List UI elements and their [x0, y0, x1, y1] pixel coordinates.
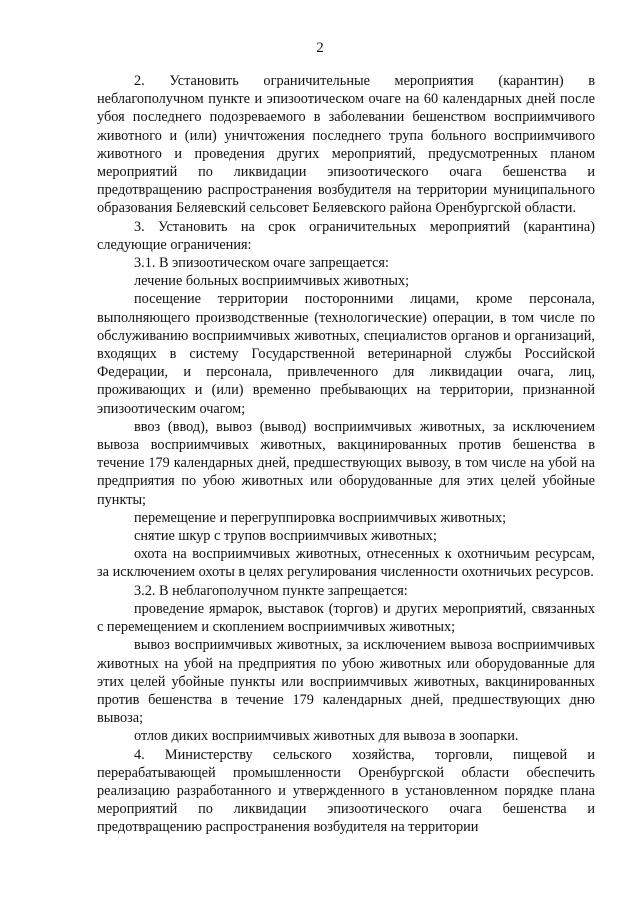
list-item-treatment: лечение больных восприимчивых животных; [134, 273, 410, 290]
list-item-capture: отлов диких восприимчивых животных для вывоза в зоопарки. [134, 728, 519, 745]
list-item-import-export: ввоз (ввод), вывоз (вывод) восприимчивых животных, за исключением вывоза восприимчивых животных, вакцинированных против бешенства в течение 179 календарных дней, предшествующих вывозу, в том числе на убой на предприятия по убою животных или оборудованные для этих целей убойные пункты; [97, 418, 595, 508]
document-body [97, 72, 595, 837]
paragraph-4-ministry: 4. Министерству сельского хозяйства, торговли, пищевой и перерабатывающей промышленности Оренбургской области обеспечить реализацию разработанного и утвержденного в установленном порядке плана мероприятий по ликвидации эпизоотического очага бешенства и предотвращению распространения возбудителя на территории [97, 746, 595, 836]
paragraph-3-1-heading: 3.1. В эпизоотическом очаге запрещается: [134, 255, 389, 272]
list-item-export: вывоз восприимчивых животных, за исключением вывоза восприимчивых животных на убой на предприятия по убою животных или оборудованные для этих целей убойные пункты или восприимчивых животных, вакцинированных против бешенства в течение 179 календарных дней, предшествующих дню вывоза; [97, 637, 595, 727]
paragraph-3-restrictions: 3. Установить на срок ограничительных мероприятий (карантина) следующие ограничения: [97, 218, 595, 253]
paragraph-2-quarantine: 2. Установить ограничительные мероприятия (карантин) в неблагополучном пункте и эпизоотическом очаге на 60 календарных дней после убоя последнего подозреваемого в заболевании бешенством восприимчивого животного и (или) уничтожения последнего трупа больного восприимчивого животного и проведения других мероприятий, предусмотренных планом мероприятий по ликвидации эпизоотического очага бешенства и предотвращению распространения возбудителя на территории муниципального образования Беляевский сельсовет Беляевского района Оренбургской области. [97, 73, 595, 217]
list-item-visiting: посещение территории посторонними лицами, кроме персонала, выполняющего производственные (технологические) операции, в том числе по обслуживанию восприимчивых животных, специалистов органов и организаций, входящих в систему Государственной ветеринарной службы Российской Федерации, и персонала, привлеченного для ликвидации очага, лиц, проживающих и (или) временно пребывающих на территории, признанной эпизоотическим очагом; [97, 291, 595, 417]
list-item-skinning: снятие шкур с трупов восприимчивых животных; [134, 528, 437, 545]
list-item-fairs: проведение ярмарок, выставок (торгов) и других мероприятий, связанных с перемещением и скоплением восприимчивых животных; [97, 600, 595, 636]
list-item-movement: перемещение и перегруппировка восприимчивых животных; [134, 509, 507, 526]
list-item-hunting: охота на восприимчивых животных, отнесенных к охотничьим ресурсам, за исключением охоты в целях регулирования численности охотничьих ресурсов. [97, 546, 595, 581]
paragraph-3-2-heading: 3.2. В неблагополучном пункте запрещается: [134, 582, 408, 599]
page-number: 2 [316, 40, 324, 56]
